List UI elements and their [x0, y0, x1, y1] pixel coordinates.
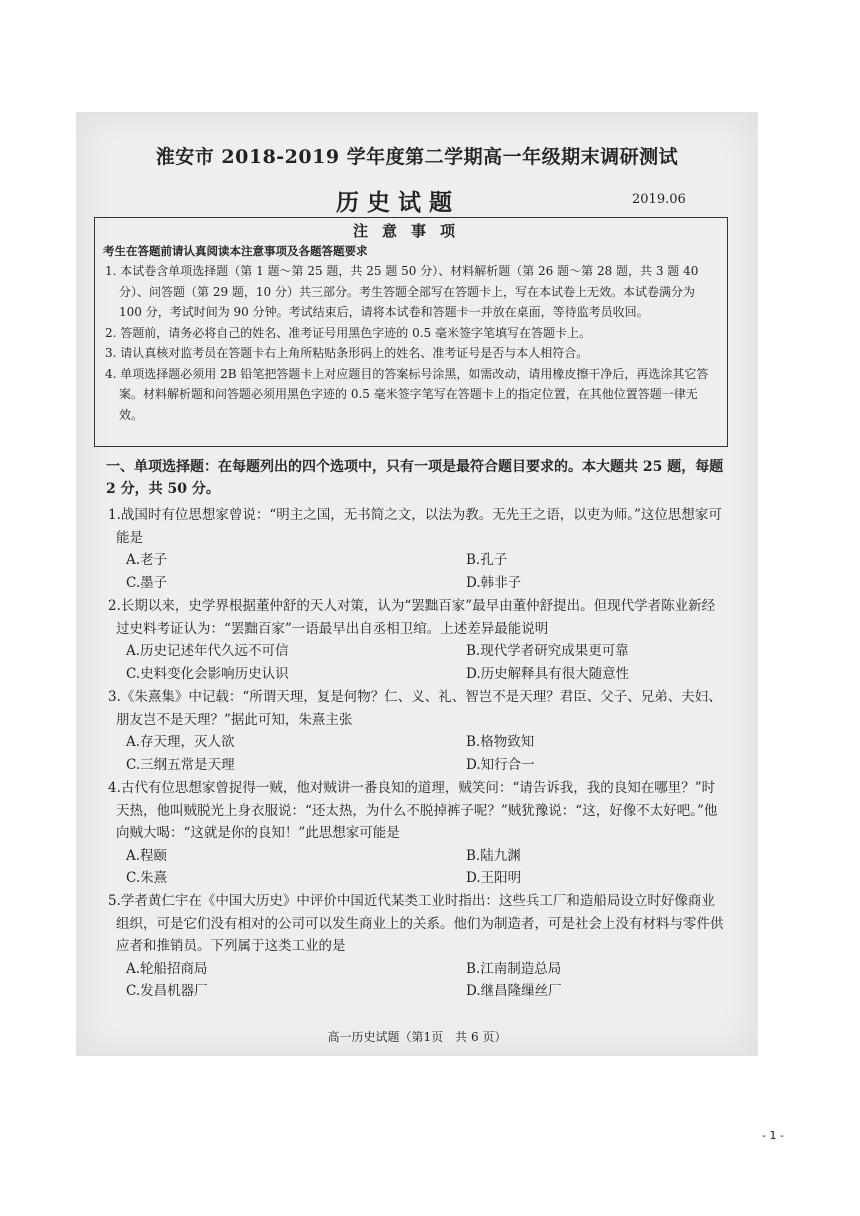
question-options: [126, 958, 728, 1003]
question-stem: 3.《朱熹集》中记载：“所谓天理，复是何物？仁、义、礼、智岂不是天理？君臣、父子、兄弟、夫妇、朋友岂不是天理？”据此可知，朱熹主张: [108, 689, 722, 728]
page-number: - 1 -: [762, 1129, 784, 1142]
option-d: D.王阳明: [466, 870, 522, 886]
option-c: C.墨子: [126, 574, 168, 591]
option-c: C.发昌机器厂: [126, 983, 208, 999]
option-d: D.韩非子: [466, 574, 522, 591]
notice-title: 注意事项: [352, 222, 469, 240]
notice-item: 4. 单项选择题必须用 2B 铅笔把答题卡上对应题目的答案标号涂黑，如需改动，请用橡皮擦干净后，再选涂其它答案。材料解析题和问答题必须用黑色字迹的 0.5 毫米签字笔写在答题卡上的指定位置，在其他位置答题一律无效。: [105, 366, 709, 422]
option-c: C.三纲五常是天理: [126, 756, 235, 773]
option-c: C.史料变化会影响历史认识: [126, 665, 289, 682]
option-b: B.孔子: [466, 552, 508, 568]
question-options: [126, 731, 728, 776]
notice-list: [105, 261, 721, 425]
exam-date: 2019.06: [632, 192, 686, 207]
question-4: [108, 777, 728, 890]
notice-box: [94, 217, 728, 447]
option-b: B.陆九渊: [466, 847, 521, 864]
question-stem: 1.战国时有位思想家曾说：“明主之国，无书简之文，以法为教。无先王之语，以吏为师。”这位思想家可能是: [108, 507, 722, 546]
question-options: [126, 640, 728, 685]
option-b: B.江南制造总局: [466, 960, 562, 977]
option-b: B.现代学者研究成果更可靠: [466, 643, 629, 659]
section-heading: 一、单项选择题：在每题列出的四个选项中，只有一项是最符合题目要求的。本大题共 25 题，每题 2 分，共 50 分。: [106, 459, 724, 497]
subject-title: 历史试题: [336, 189, 460, 216]
option-a: A.轮船招商局: [126, 960, 208, 977]
page-footer: 高一历史试题（第1页 共 6 页）: [327, 1030, 507, 1044]
exam-page-photo: [76, 112, 758, 1056]
question-3: [108, 686, 728, 776]
question-5: [108, 890, 728, 1003]
notice-item: 1. 本试卷含单项选择题（第 1 题～第 25 题，共 25 题 50 分）、材料解析题（第 26 题～第 28 题，共 3 题 40 分）、问答题（第 29 题，10 分）共三部分。考生答题全部写在答题卡上，写在本试卷上无效。本试卷满分为 100 分，考试时间为 90 分钟。考试结束后，请将本试卷和答题卡一并放在桌面，等待监考员收回。: [105, 264, 699, 319]
question-stem: 4.古代有位思想家曾捉得一贼，他对贼讲一番良知的道理，贼笑问：“请告诉我，我的良知在哪里？”时天热，他叫贼脱光上身衣服说：“还太热，为什么不脱掉裤子呢？”贼犹豫说：“这，好像不太好吧。”他向贼大喝：“这就是你的良知！”此思想家可能是: [108, 780, 718, 841]
question-stem: 2.长期以来，史学界根据董仲舒的天人对策，认为“罢黜百家”最早由董仲舒提出。但现代学者陈业新经过史料考证认为：“罢黜百家”一语最早出自丞相卫绾。上述差异最能说明: [108, 598, 716, 637]
option-a: A.老子: [126, 552, 168, 568]
option-c: C.朱熹: [126, 870, 168, 886]
question-options: [126, 845, 728, 890]
question-stem: 5.学者黄仁宇在《中国大历史》中评价中国近代某类工业时指出：这些兵工厂和造船局设立时好像商业组织，可是它们没有相对的公司可以发生商业上的关系。他们为制造者，可是社会上没有材料与零件供应者和推销员。下列属于这类工业的是: [108, 893, 724, 954]
notice-item: 3. 请认真核对监考员在答题卡右上角所粘贴条形码上的姓名、准考证号是否与本人相符合。: [105, 346, 589, 360]
option-d: D.历史解释具有很大随意性: [466, 665, 630, 682]
notice-subtitle: 考生在答题前请认真阅读本注意事项及各题答题要求: [103, 244, 368, 258]
option-d: D.知行合一: [466, 756, 535, 773]
option-d: D.继昌隆缫丝厂: [466, 983, 562, 999]
option-a: A.存天理，灭人欲: [126, 734, 235, 750]
question-options: [126, 549, 728, 594]
notice-item: 2. 答题前，请务必将自己的姓名、准考证号用黑色字迹的 0.5 毫米签字笔填写在答题卡上。: [105, 325, 591, 340]
option-a: A.历史记述年代久远不可信: [126, 643, 289, 659]
exam-title: 淮安市 2018-2019 学年度第二学期高一年级期末调研测试: [155, 146, 679, 168]
question-2: [108, 595, 728, 685]
option-b: B.格物致知: [466, 734, 535, 750]
question-1: [108, 504, 728, 594]
option-a: A.程颐: [126, 847, 168, 864]
